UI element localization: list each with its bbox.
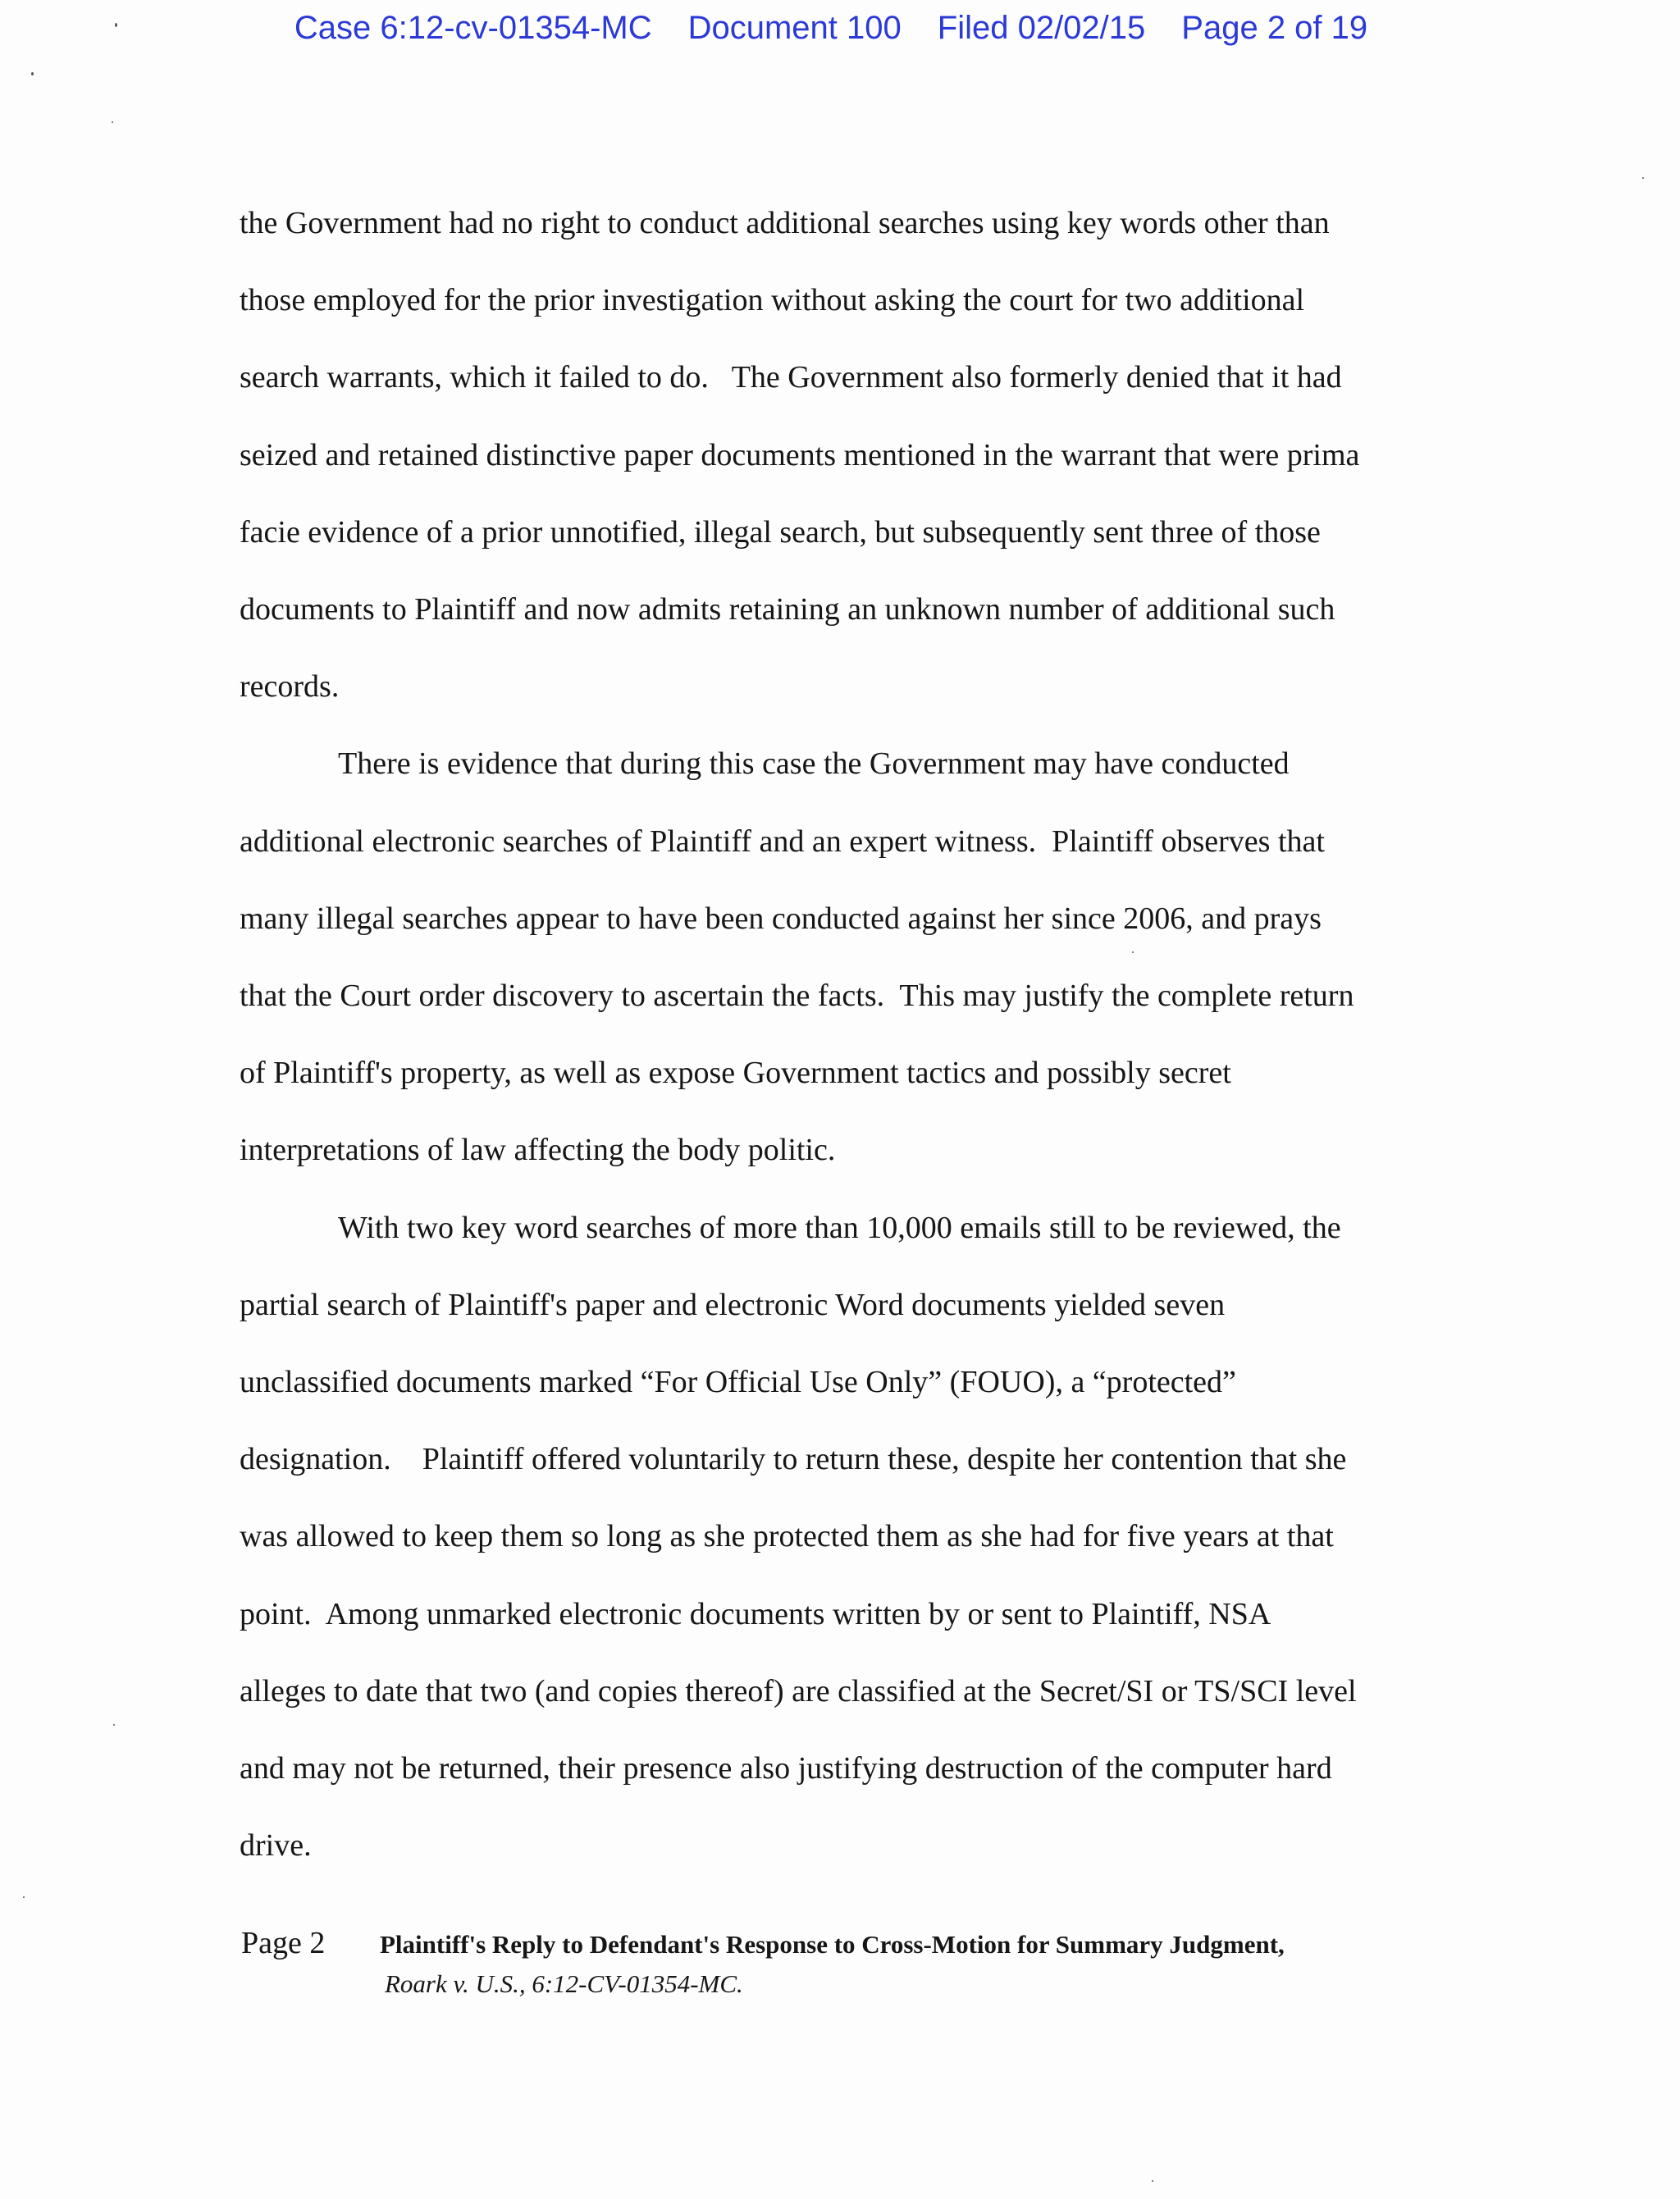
scan-speck <box>1152 2180 1153 2182</box>
text-line: of Plaintiff's property, as well as expose Government tactics and possibly secret <box>240 1056 1231 1091</box>
text-line: and may not be returned, their presence also justifying destruction of the computer hard <box>240 1751 1332 1786</box>
text-line: drive. <box>240 1828 312 1864</box>
text-line: interpretations of law affecting the body politic. <box>240 1133 836 1168</box>
body-text <box>240 185 1445 1884</box>
page-count: Page 2 of 19 <box>1181 10 1368 46</box>
scan-speck <box>23 1896 25 1898</box>
text-line: search warrants, which it failed to do. The Government also formerly denied that it had <box>240 360 1342 395</box>
text-line: that the Court order discovery to ascertain the facts. This may justify the complete return <box>240 979 1354 1014</box>
text-line: additional electronic searches of Plaintiff and an expert witness. Plaintiff observes that <box>240 823 1325 859</box>
scan-speck <box>31 72 34 75</box>
paragraph-2 <box>240 725 1445 1188</box>
text-line: facie evidence of a prior unnotified, illegal search, but subsequently sent three of those <box>240 514 1321 550</box>
text-line: the Government had no right to conduct additional searches using key words other than <box>240 206 1330 240</box>
text-line: partial search of Plaintiff's paper and electronic Word documents yielded seven <box>240 1287 1226 1322</box>
scan-speck <box>1642 177 1644 179</box>
footer-page-label: Page 2 <box>241 1926 326 1960</box>
scan-speck <box>112 121 113 123</box>
text-line: many illegal searches appear to have been conducted against her since 2006, and prays <box>240 901 1322 936</box>
scan-speck <box>1132 951 1134 953</box>
document-number: Document 100 <box>687 10 902 46</box>
case-number: Case 6:12-cv-01354-MC <box>294 10 652 46</box>
scan-speck <box>113 1724 115 1726</box>
text-line: records. <box>240 669 340 705</box>
text-line: point. Among unmarked electronic documents written by or sent to Plaintiff, NSA <box>240 1596 1271 1631</box>
text-line: those employed for the prior investigation without asking the court for two additional <box>240 283 1305 318</box>
text-line: unclassified documents marked “For Official Use Only” (FOUO), a “protected” <box>240 1365 1236 1400</box>
text-line: With two key word searches of more than 10,000 emails still to be reviewed, the <box>338 1210 1341 1245</box>
text-line: was allowed to keep them so long as she protected them as she had for five years at that <box>240 1519 1334 1554</box>
text-line: designation. Plaintiff offered voluntarily to return these, despite her contention that she <box>240 1442 1347 1477</box>
text-line: seized and retained distinctive paper documents mentioned in the warrant that were prima <box>240 437 1360 472</box>
footer-title: Plaintiff's Reply to Defendant's Response to Cross-Motion for Summary Judgment, <box>380 1930 1285 1959</box>
text-line: documents to Plaintiff and now admits retaining an unknown number of additional such <box>240 592 1335 627</box>
text-line: alleges to date that two (and copies thereof) are classified at the Secret/SI or TS/SCI level <box>240 1673 1357 1709</box>
text-line: There is evidence that during this case the Government may have conducted <box>338 746 1290 782</box>
ecf-header <box>0 10 1680 47</box>
filed-date: Filed 02/02/15 <box>937 10 1146 46</box>
paragraph-3 <box>240 1189 1445 1885</box>
scan-speck <box>115 23 117 27</box>
paragraph-1 <box>240 185 1445 725</box>
footer-case-caption: Roark v. U.S., 6:12-CV-01354-MC. <box>385 1969 743 1998</box>
